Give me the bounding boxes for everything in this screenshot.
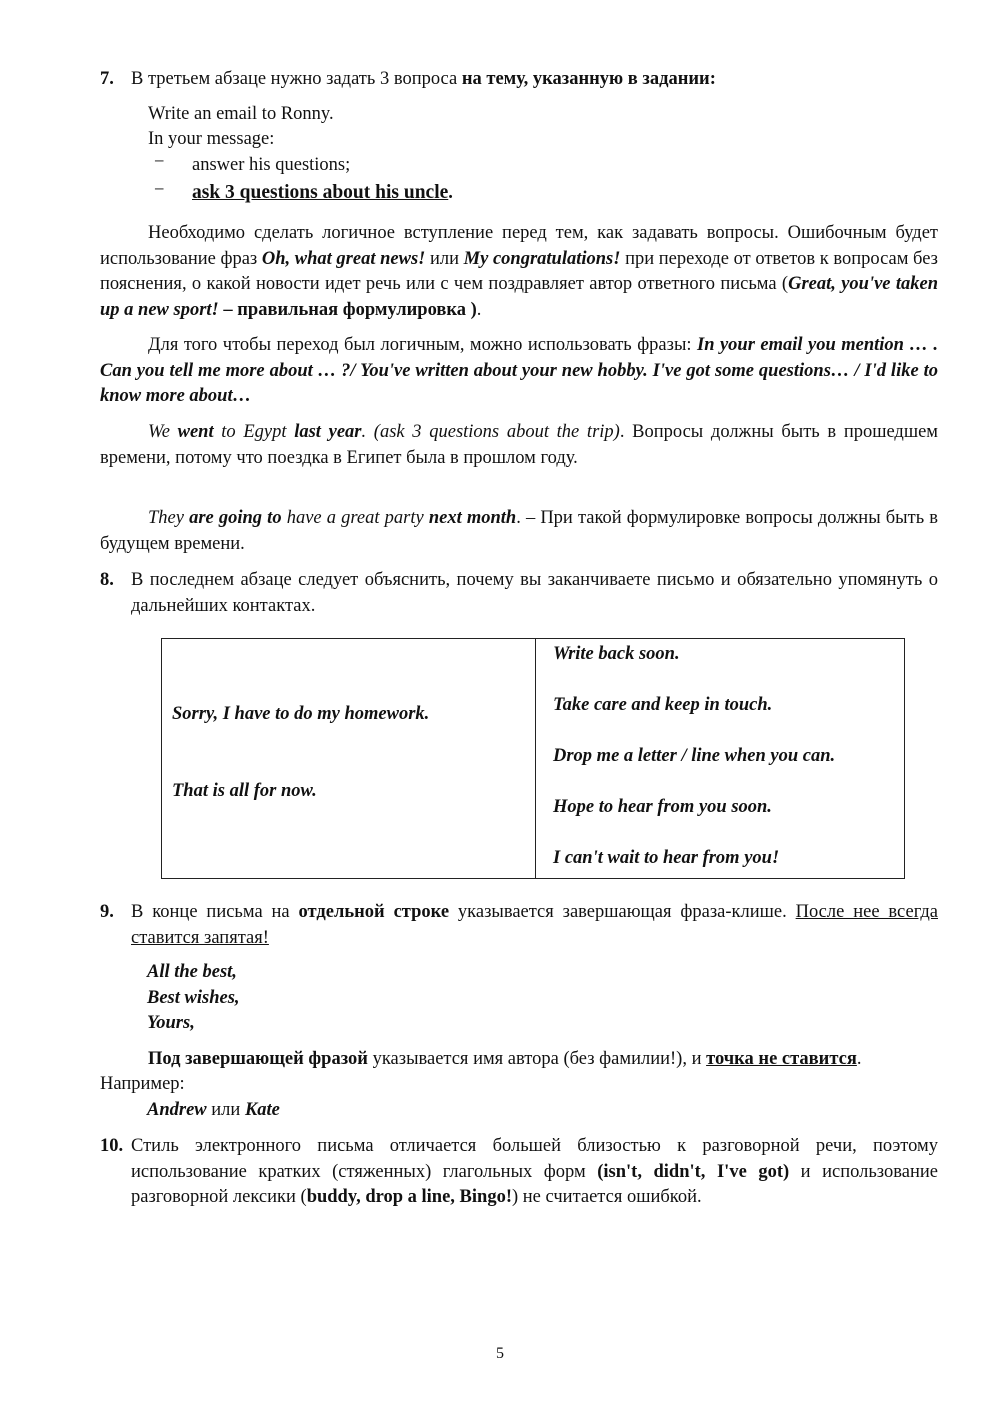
paragraph-introduction: Необходимо сделать логичное вступление перед тем, как задавать вопросы. Ошибочным будет использование фраз Oh, what great news! или My congratulations! при переходе от ответов к вопросам без пояснения, о какой новости идет речь или с чем поздравляет автор ответного письма (Great, you've taken up a new sport! – правильная формулировка ). [100, 223, 938, 320]
example-label: Например: [100, 1074, 185, 1094]
closing-phrase-2: Best wishes, [147, 988, 240, 1008]
phrase-right-5: I can't wait to hear from you! [553, 848, 780, 868]
task-line-2: In your message: [148, 129, 275, 149]
phrase-right-4: Hope to hear from you soon. [553, 797, 772, 817]
item-number: 7. [100, 69, 114, 89]
page-number: 5 [496, 1345, 504, 1362]
item-7 [100, 67, 938, 93]
table-cell-right [536, 639, 905, 879]
paragraph-tense-past: We went to Egypt last year. (ask 3 questions about the trip). Вопросы должны быть в прошедшем времени, потому что поездка в Египет была в прошлом году. [100, 422, 939, 468]
phrase-right-1: Write back soon. [553, 644, 680, 664]
example-names: Andrew или Kate [147, 1100, 280, 1120]
bullet-dash: − [154, 180, 165, 200]
item-7-intro: В третьем абзаце нужно задать 3 вопроса на тему, указанную в задании: [131, 69, 716, 89]
phrase-left-1: Sorry, I have to do my homework. [172, 704, 430, 724]
paragraph-tense-future: They are going to have a great party next month. – При такой формулировке вопросы должны быть в будущем времени. [100, 508, 938, 554]
closing-phrases-table [161, 638, 905, 879]
paragraph-transition-phrases: Для того чтобы переход был логичным, можно использовать фразы: In your email you mention … . Can you tell me more about … ?/ You've written about your new hobby. I've got some questions… / I'd like to know more about… [100, 335, 939, 406]
item-10 [100, 1134, 938, 1211]
phrase-right-2: Take care and keep in touch. [553, 695, 773, 715]
closing-phrase-3: Yours, [147, 1013, 195, 1033]
task-line-1: Write an email to Ronny. [148, 104, 334, 124]
table-cell-left [162, 639, 536, 879]
phrase-left-2: That is all for now. [172, 781, 317, 801]
item-8-text: В последнем абзаце следует объяснить, почему вы заканчиваете письмо и обязательно упомянуть о дальнейших контактах. [131, 570, 938, 616]
bullet-dash: − [154, 152, 165, 172]
paragraph-author-name: Под завершающей фразой указывается имя автора (без фамилии!), и точка не ставится. [148, 1049, 862, 1069]
item-9-text: В конце письма на отдельной строке указывается завершающая фраза-клише. После нее всегда ставится запятая! [131, 902, 938, 948]
item-number: 8. [100, 570, 114, 590]
item-number: 10. [100, 1136, 124, 1156]
phrase-right-3: Drop me a letter / line when you can. [553, 746, 836, 766]
item-10-text: Стиль электронного письма отличается большей близостью к разговорной речи, поэтому использование кратких (стяженных) глагольных форм (isn't, didn't, I've got) и использование разговорной лексики (buddy, drop a line, Bingo!) не считается ошибкой. [131, 1136, 938, 1207]
item-9 [100, 900, 938, 951]
bullet-answer-questions: answer his questions; [192, 155, 351, 175]
bullet-ask-questions: ask 3 questions about his uncle. [192, 182, 453, 203]
item-number: 9. [100, 902, 114, 922]
closing-phrase-1: All the best, [147, 962, 237, 982]
item-8 [100, 568, 938, 619]
